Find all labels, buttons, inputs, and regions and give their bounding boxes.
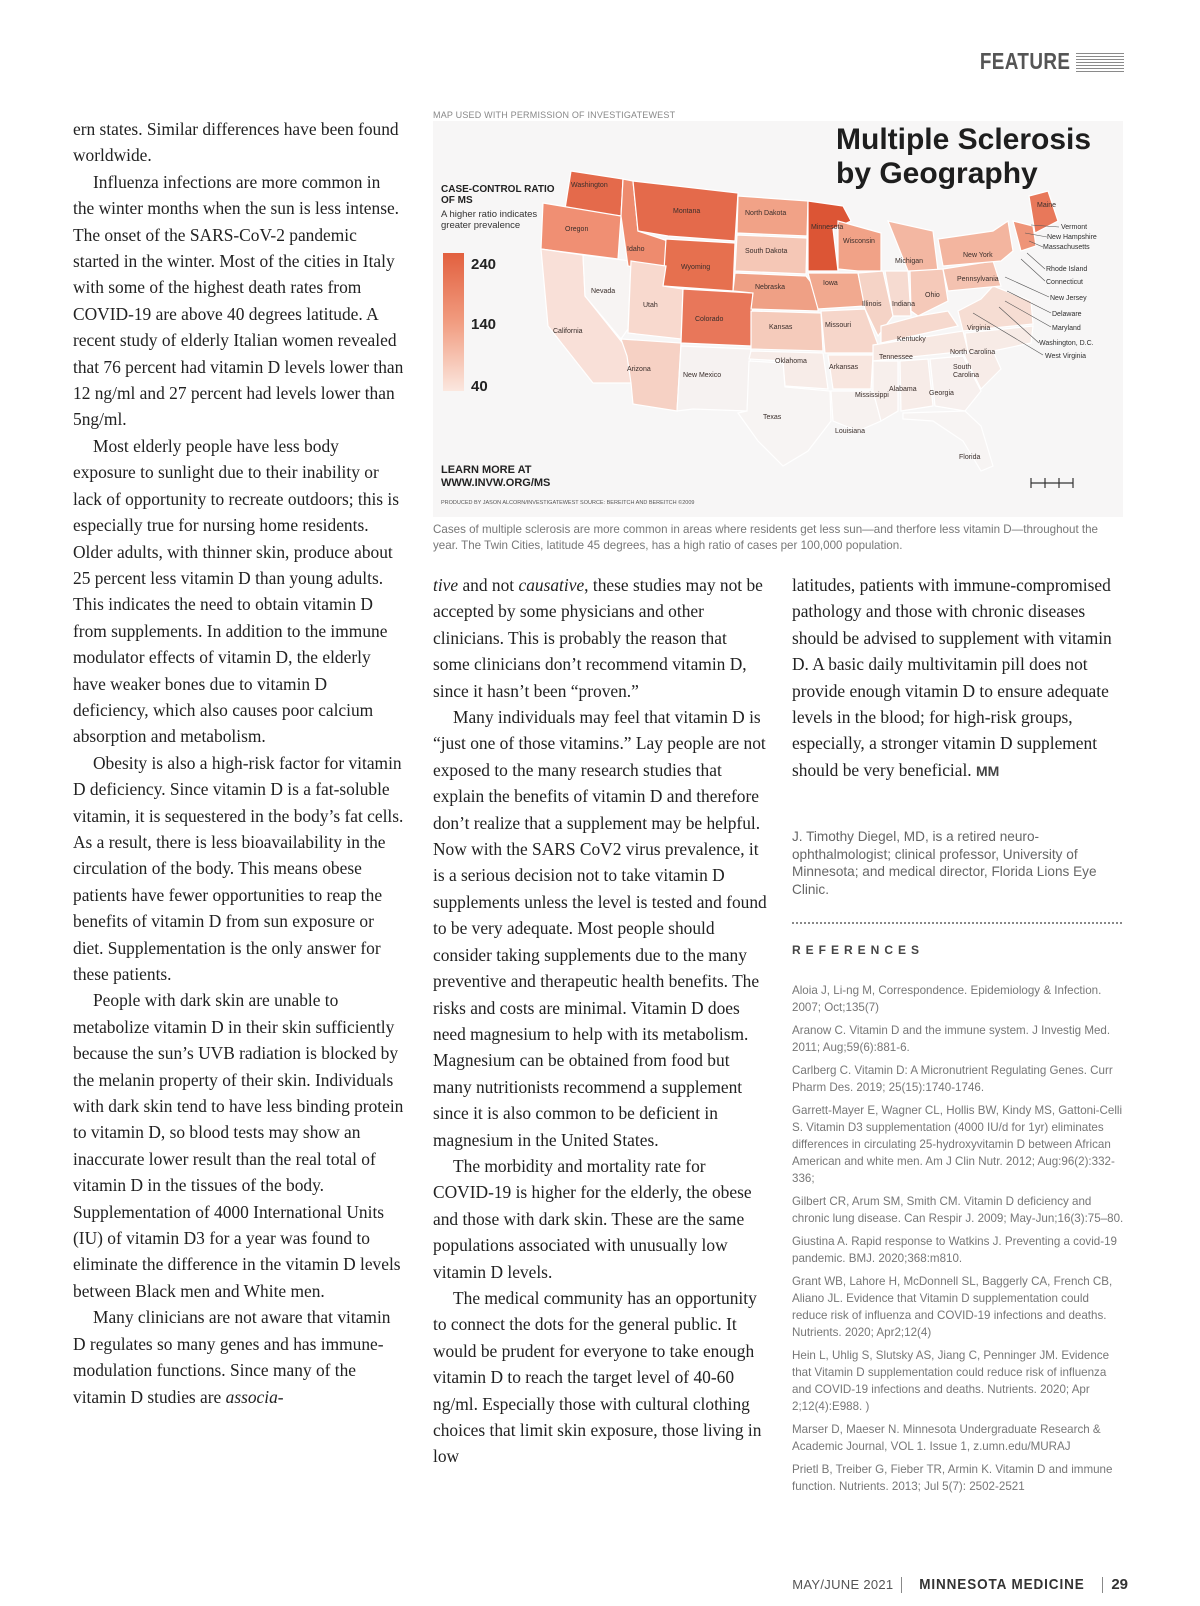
section-label: FEATURE: [979, 48, 1070, 74]
paragraph: Most elderly people have less body exposure to sunlight due to their inability or lack of opportunity to recreate outdoors; this is especially true for nursing home residents. Older adults, with thinner skin, produce about 25 percent less vitamin D than young adults. This indicates the need to obtain vitamin D from supplements. In addition to the immune modulator effects of vitamin D, the elderly have weaker bones due to vitamin D deficiency, which also causes poor calcium absorption and metabolism.: [73, 435, 399, 747]
label-south-dakota: South Dakota: [745, 248, 788, 255]
label-minnesota: Minnesota: [811, 224, 844, 231]
ne-label-massachusetts: Massachusetts: [1043, 244, 1090, 251]
ne-label-connecticut: Connecticut: [1046, 279, 1083, 286]
label-new-mexico: New Mexico: [683, 372, 722, 379]
legend-sub-2: greater prevalence: [441, 220, 521, 231]
ne-label-dc: Washington, D.C.: [1039, 340, 1094, 347]
reference-item: Giustina A. Rapid response to Watkins J. Preventing a covid-19 pandemic. BMJ. 2020;368:m810.: [792, 1235, 1118, 1265]
paragraph-text: , these studies may not be accepted by some physicians and other clinicians. This is probably the reason that some clinicians don’t recommend vitamin D, since it hasn’t been “proven.”: [433, 575, 763, 701]
label-california: California: [553, 328, 583, 335]
label-washington: Washington: [571, 182, 608, 189]
label-texas: Texas: [763, 414, 782, 421]
paragraph: Many individuals may feel that vitamin D is “just one of those vitamins.” Lay people are not exposed to the many research studies that explain the benefits of vitamin D and therefore don’t realize that a supplement may be helpful. Now with the SARS CoV2 virus prevalence, it is a serious decision not to take vitamin D supplements unless the level is tested and found to be very adequate. Most people should consider taking supplements due to the many preventive and therapeutic health benefits. The risks and costs are minimal. Vitamin D does need magnesium to help with its metabolism. Magnesium can be obtained from food but many nutritionists recommend a supplement since it is also common to be deficient in magnesium in the United States.: [433, 707, 767, 1150]
legend-title-1: CASE-CONTROL RATIO: [441, 184, 555, 195]
ne-label-new-hampshire: New Hampshire: [1047, 234, 1097, 241]
map-title-2: by Geography: [836, 157, 1038, 190]
label-tennessee: Tennessee: [879, 354, 913, 361]
label-illinois: Illinois: [862, 301, 882, 308]
italic-text: associa-: [225, 1386, 284, 1407]
paragraph: The medical community has an opportunity to connect the dots for the general public. It would be prudent for everyone to take enough vitamin D to reach the target level of 40-60 ng/ml. Especially those with cultural clothing choices that limit skin exposure, those living in low: [433, 1287, 762, 1467]
map-figure: [433, 121, 1123, 517]
reference-item: Prietl B, Treiber G, Fieber TR, Armin K. Vitamin D and immune function. Nutrients. 2013; Jul 5(7): 2502-2521: [792, 1463, 1113, 1493]
reference-item: Gilbert CR, Arum SM, Smith CM. Vitamin D deficiency and chronic lung disease. Can Respir J. 2009; May-Jun;16(3):75–80.: [792, 1195, 1124, 1225]
paragraph: The morbidity and mortality rate for COVID-19 is higher for the elderly, the obese and those with dark skin. These are the same populations associated with unusually low vitamin D levels.: [433, 1155, 752, 1282]
state-wisconsin: [838, 221, 881, 271]
section-header: [960, 48, 1124, 75]
label-colorado: Colorado: [695, 316, 724, 323]
reference-item: Aloia J, Li-ng M, Correspondence. Epidemiology & Infection. 2007; Oct;135(7): [792, 984, 1102, 1014]
ne-label-west-virginia: West Virginia: [1045, 353, 1086, 360]
figure-caption: Cases of multiple sclerosis are more common in areas where residents get less sun—and therfore less vitamin D—throughout the year. The Twin Cities, latitude 45 degrees, has a high ratio of cases per 100,000 population.: [433, 523, 1099, 552]
scale-bar: [1031, 478, 1073, 488]
ne-label-delaware: Delaware: [1052, 311, 1082, 318]
italic-text: tive: [433, 575, 459, 595]
map-credit: MAP USED WITH PERMISSION OF INVESTIGATEWEST: [433, 110, 676, 120]
label-nebraska: Nebraska: [755, 284, 785, 291]
ne-label-rhode-island: Rhode Island: [1046, 266, 1088, 273]
references-heading: REFERENCES: [792, 943, 925, 957]
paragraph-text: latitudes, patients with immune-compromised pathology and those with chronic diseases should be advised to supplement with vitamin D. A basic daily multivitamin pill does not provide enough vitamin D to ensure adequate levels in the blood; for high-risk groups, especially, a stronger vitamin D supplement should be very beneficial.: [792, 575, 1112, 780]
state-arizona: [621, 339, 681, 411]
label-nevada: Nevada: [591, 288, 616, 295]
paragraph: [73, 1304, 405, 1410]
paragraph: [792, 572, 1132, 784]
label-oregon: Oregon: [565, 226, 589, 233]
label-florida: Florida: [959, 454, 981, 461]
legend-value-mid: 140: [471, 316, 497, 333]
label-south-carolina-2: Carolina: [953, 372, 980, 379]
paragraph-text: Many clinicians are not aware that vitamin D regulates so many genes and has immune-modulation functions. Since many of the vitamin D studies are: [73, 1307, 391, 1407]
reference-item: Aranow C. Vitamin D and the immune system. J Investig Med. 2011; Aug;59(6):881-6.: [792, 1024, 1111, 1054]
reference-item: Hein L, Uhlig S, Slutsky AS, Jiang C, Penninger JM. Evidence that Vitamin D supplementation could reduce risk of influenza and COVID-19 infections and deaths. Nutrients. 2020; Apr 2;12(4):E988. ): [792, 1349, 1110, 1413]
learn-more-url: WWW.INVW.ORG/MS: [441, 477, 551, 489]
paragraph: ern states. Similar differences have been found worldwide.: [73, 119, 399, 166]
label-idaho: Idaho: [627, 246, 645, 253]
label-ohio: Ohio: [925, 292, 940, 299]
legend-title-2: OF MS: [441, 195, 473, 206]
us-ms-map: [433, 121, 1123, 517]
state-iowa: [808, 273, 865, 309]
column-3: [792, 572, 1132, 784]
ne-label-new-jersey: New Jersey: [1050, 295, 1087, 302]
label-new-york: New York: [963, 252, 993, 259]
reference-item: Garrett-Mayer E, Wagner CL, Hollis BW, Kindy MS, Gattoni-Celli S. Vitamin D3 supplementation (4000 IU/d for 1yr) eliminates differences in circulating 25-hydroxyvitamin D between African American and white men. Am J Clin Nutr. 2012; Aug:96(2):332-336;: [792, 1104, 1123, 1185]
label-pennsylvania: Pennsylvania: [957, 276, 999, 283]
label-utah: Utah: [643, 302, 658, 309]
footer-separator: [1102, 1577, 1103, 1593]
references-list: [792, 982, 1127, 1501]
dotted-divider: [792, 922, 1122, 924]
reference-item: Marser D, Maeser N. Minnesota Undergraduate Research & Academic Journal, VOL 1. Issue 1, z.umn.edu/MURAJ: [792, 1423, 1101, 1453]
legend-value-low: 40: [471, 378, 488, 395]
label-north-carolina: North Carolina: [950, 349, 996, 356]
reference-item: Carlberg C. Vitamin D: A Micronutrient Regulating Genes. Curr Pharm Des. 2019; 25(15):1740-1746.: [792, 1064, 1113, 1094]
label-wyoming: Wyoming: [681, 264, 711, 271]
page-footer: [792, 1576, 1128, 1593]
label-south-carolina-1: South: [953, 364, 972, 371]
label-maine: Maine: [1037, 202, 1057, 209]
column-2: [433, 572, 767, 1470]
state-new-york: [938, 221, 1013, 266]
ne-label-vermont: Vermont: [1061, 224, 1088, 231]
paragraph: [433, 572, 767, 704]
label-mississippi: Mississippi: [855, 392, 889, 399]
label-georgia: Georgia: [929, 390, 954, 397]
label-iowa: Iowa: [823, 280, 838, 287]
produced-by: PRODUCED BY JASON ALCORN/INVESTIGATEWEST SOURCE: BEREITCH AND BEREITCH ©2009: [441, 500, 695, 506]
label-kansas: Kansas: [769, 324, 793, 331]
column-1: [73, 116, 405, 1410]
legend-gradient: [443, 253, 464, 391]
label-missouri: Missouri: [825, 322, 852, 329]
state-florida: [903, 411, 993, 471]
footer-separator: [901, 1577, 902, 1593]
state-new-england: [1013, 221, 1036, 251]
label-louisiana: Louisiana: [835, 428, 865, 435]
issue-date: MAY/JUNE 2021: [792, 1577, 894, 1592]
label-virginia: Virginia: [967, 325, 991, 332]
end-mark: MM: [976, 762, 1000, 779]
state-alabama: [900, 359, 933, 411]
state-kansas: [751, 311, 823, 351]
label-indiana: Indiana: [892, 301, 915, 308]
author-bio: J. Timothy Diegel, MD, is a retired neuro-ophthalmologist; clinical professor, University of Minnesota; and medical director, Florida Lions Eye Clinic.: [792, 829, 1097, 897]
legend-sub-1: A higher ratio indicates: [441, 209, 538, 220]
italic-text: causative: [518, 575, 585, 595]
paragraph: Influenza infections are more common in the winter months when the sun is less intense. The onset of the SARS-CoV-2 pandemic started in the winter. Most of the cities in Italy with some of the highest death rates from COVID-19 are above 40 degrees latitude. A recent study of elderly Italian women revealed that 76 percent had vitamin D levels lower than 12 ng/ml and 27 percent had levels lower than 5ng/ml.: [73, 171, 404, 430]
label-michigan: Michigan: [895, 258, 924, 265]
section-stripes: [1076, 52, 1124, 72]
label-north-dakota: North Dakota: [745, 210, 787, 217]
label-montana: Montana: [673, 208, 701, 215]
paragraph-text: and not: [458, 575, 519, 595]
map-title-1: Multiple Sclerosis: [836, 123, 1092, 156]
label-arkansas: Arkansas: [829, 364, 859, 371]
label-alabama: Alabama: [889, 386, 917, 393]
label-wisconsin: Wisconsin: [843, 238, 875, 245]
ne-label-maryland: Maryland: [1052, 325, 1081, 332]
learn-more-1: LEARN MORE AT: [441, 464, 532, 476]
paragraph: Obesity is also a high-risk factor for vitamin D deficiency. Since vitamin D is a fat-soluble vitamin, it is sequestered in the body’s fat cells. As a result, there is less bioavailability in the circulation of the body. This means obese patients have fewer opportunities to reap the benefits of vitamin D from sun exposure or diet. Supplementation is the only answer for these patients.: [73, 752, 404, 984]
label-arizona: Arizona: [627, 366, 651, 373]
magazine-name: MINNESOTA MEDICINE: [919, 1576, 1086, 1593]
state-arkansas: [828, 355, 873, 389]
paragraph: People with dark skin are unable to metabolize vitamin D in their skin sufficiently because the sun’s UVB radiation is blocked by the melanin property of their skin. Individuals with dark skin tend to have less binding protein to vitamin D, so blood tests may show an inaccurate lower result than the real total of vitamin D in the tissues of the body. Supplementation of 4000 International Units (IU) of vitamin D3 for a year was found to eliminate the difference in the vitamin D levels between Black men and White men.: [73, 990, 404, 1301]
label-oklahoma: Oklahoma: [775, 358, 807, 365]
legend-value-high: 240: [471, 256, 497, 273]
reference-item: Grant WB, Lahore H, McDonnell SL, Baggerly CA, French CB, Aliano JL. Evidence that Vitamin D supplementation could reduce risk of influenza and COVID-19 infections and deaths. Nutrients. 2020; Apr2;12(4): [792, 1275, 1113, 1339]
label-kentucky: Kentucky: [897, 336, 926, 343]
page-number: 29: [1111, 1576, 1128, 1593]
